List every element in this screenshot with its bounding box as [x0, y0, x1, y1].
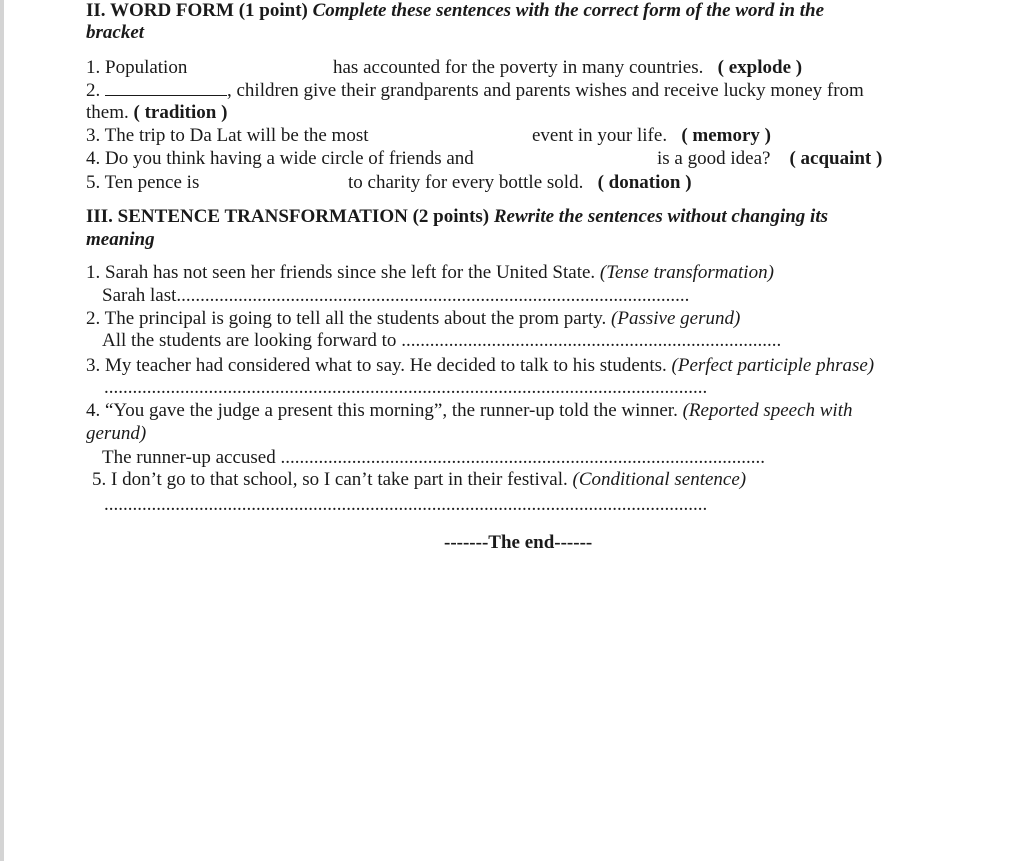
transform-item-3-hint: (Perfect participle phrase) [671, 355, 875, 376]
word-form-item-2-sentence: , children give their grandparents and parents wishes and receive lucky money from [227, 80, 864, 101]
the-end-footer: -------The end------ [444, 532, 593, 553]
section-2-heading [86, 0, 824, 22]
word-form-item-3-num: 3. The trip to Da Lat will be the most [86, 125, 369, 146]
word-form-item-1-hint: ( explode ) [717, 57, 803, 78]
transform-item-1-answer [102, 285, 689, 307]
transform-item-3 [86, 355, 874, 377]
transform-item-4-dots: ...................................................................................................... [280, 447, 765, 468]
section-3-instruction-cont: meaning [86, 229, 155, 250]
transform-item-3-sentence: 3. My teacher had considered what to say. He decided to talk to his students. [86, 355, 667, 376]
word-form-item-4-hint: ( acquaint ) [789, 148, 883, 169]
word-form-item-2-cont [86, 102, 227, 124]
page-left-edge [0, 0, 4, 861]
section-3-instruction: Rewrite the sentences without changing its [493, 206, 829, 227]
transform-item-4-sentence: 4. “You gave the judge a present this morning”, the runner-up told the winner. [86, 400, 678, 421]
transform-item-2-answer [102, 330, 781, 352]
transform-item-3-answer [104, 377, 707, 399]
word-form-item-2-num: 2. [86, 80, 101, 101]
word-form-item-5-sentence: to charity for every bottle sold. [348, 172, 584, 193]
section-3-heading [86, 206, 828, 228]
word-form-item-4-num: 4. Do you think having a wide circle of friends and [86, 148, 474, 169]
transform-item-1-hint: (Tense transformation) [599, 262, 774, 283]
word-form-item-2-blank [105, 81, 227, 96]
word-form-item-5-hint: ( donation ) [597, 172, 692, 193]
word-form-item-3-hint: ( memory ) [681, 125, 772, 146]
transform-item-1-answer-start: Sarah last. [102, 285, 182, 306]
transform-item-4-answer [102, 447, 765, 469]
section-3-title: III. SENTENCE TRANSFORMATION (2 points) [86, 206, 490, 227]
transform-item-5-hint: (Conditional sentence) [572, 469, 747, 490]
transform-item-4-hint-cont: gerund) [86, 423, 147, 444]
word-form-item-2-cont-text: them. [86, 102, 129, 123]
transform-item-4 [86, 400, 853, 422]
word-form-item-2 [86, 80, 864, 102]
transform-item-4-hint: (Reported speech with [682, 400, 853, 421]
transform-item-5-answer [104, 494, 707, 516]
transform-item-5-sentence: 5. I don’t go to that school, so I can’t take part in their festival. [92, 469, 568, 490]
word-form-item-2-hint: ( tradition ) [133, 102, 228, 123]
word-form-item-5-text [348, 172, 692, 194]
word-form-item-1-text [333, 57, 802, 79]
transform-item-3-dots: ............................................................................................................................... [104, 377, 708, 398]
word-form-item-1-num: 1. Population [86, 57, 188, 78]
word-form-item-4-text [657, 148, 882, 170]
word-form-item-1-sentence: has accounted for the poverty in many countries. [333, 57, 704, 78]
transform-item-2-sentence: 2. The principal is going to tell all the students about the prom party. [86, 308, 607, 329]
transform-item-5-dots: ............................................................................................................................... [104, 494, 708, 515]
section-2-instruction: Complete these sentences with the correct form of the word in the [312, 0, 825, 21]
transform-item-1-sentence: 1. Sarah has not seen her friends since she left for the United State. [86, 262, 596, 283]
transform-item-4-answer-start: The runner-up accused [102, 447, 276, 468]
section-2-instruction-cont: bracket [86, 22, 145, 43]
transform-item-2-hint: (Passive gerund) [611, 308, 741, 329]
transform-item-2-answer-start: All the students are looking forward to [102, 330, 397, 351]
transform-item-2-dots: ................................................................................ [401, 330, 782, 351]
transform-item-1 [86, 262, 774, 284]
transform-item-2 [86, 308, 740, 330]
word-form-item-4-sentence: is a good idea? [657, 148, 771, 169]
section-2-title: II. WORD FORM (1 point) [86, 0, 308, 21]
word-form-item-3-text [532, 125, 771, 147]
word-form-item-5-num: 5. Ten pence is [86, 172, 200, 193]
word-form-item-3-sentence: event in your life. [532, 125, 668, 146]
transform-item-1-dots: ........................................................................................................... [181, 285, 690, 306]
transform-item-5 [92, 469, 746, 491]
